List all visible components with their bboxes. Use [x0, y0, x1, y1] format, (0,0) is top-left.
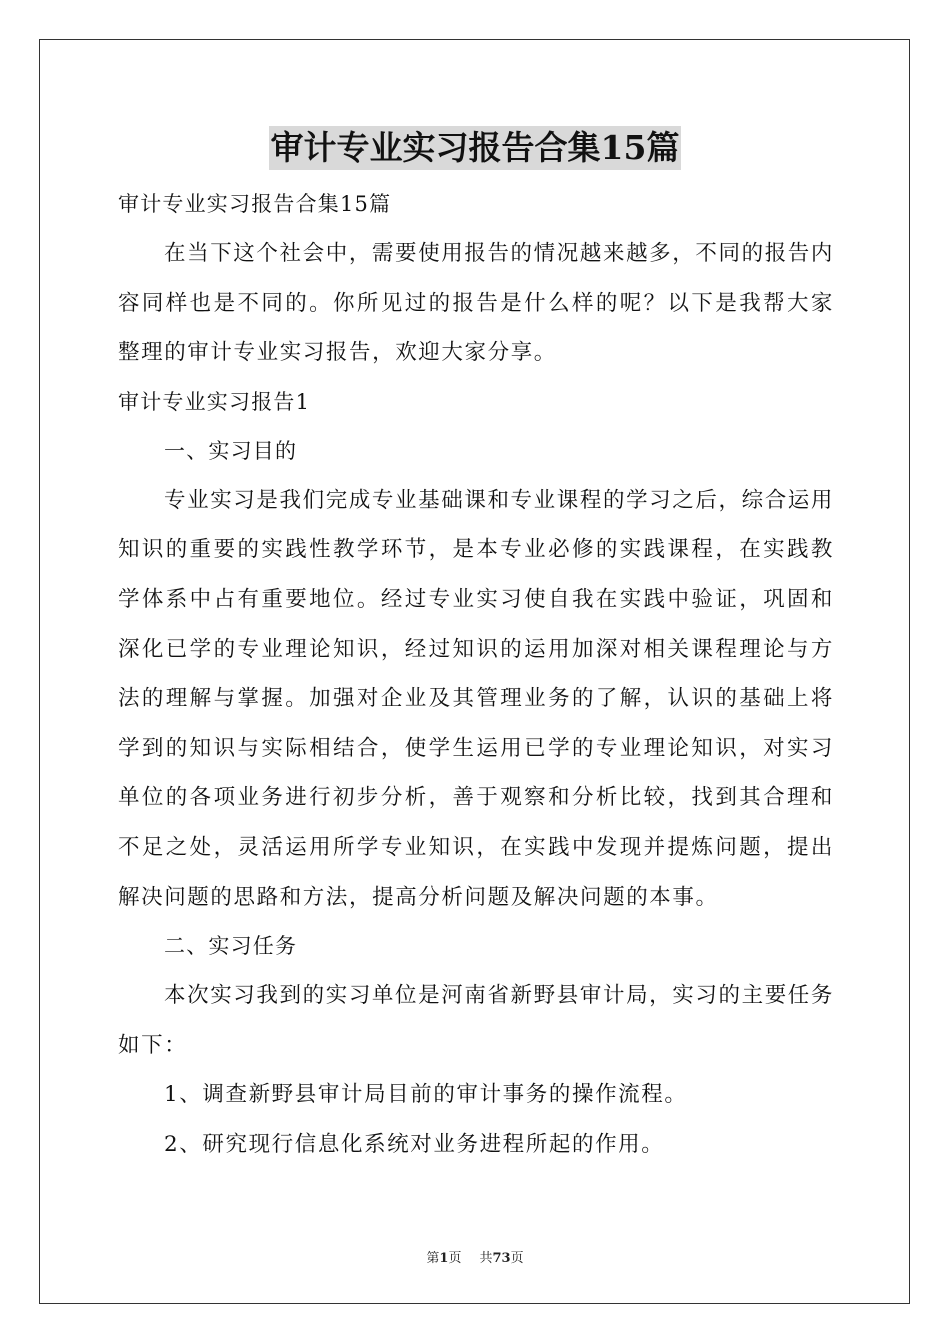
document-title: 审计专业实习报告合集15篇	[269, 126, 682, 170]
task-item-2: 2、研究现行信息化系统对业务进程所起的作用。	[164, 1131, 665, 1157]
page-footer	[0, 1247, 950, 1266]
intro-paragraph: 在当下这个社会中，需要使用报告的情况越来越多，不同的报告内容同样也是不同的。你所见过的报告是什么样的呢？以下是我帮大家整理的审计专业实习报告，欢迎大家分享。	[118, 241, 834, 366]
section-body-tasks: 本次实习我到的实习单位是河南省新野县审计局，实习的主要任务如下：	[118, 983, 834, 1058]
section-body-purpose: 专业实习是我们完成专业基础课和专业课程的学习之后，综合运用知识的重要的实践性教学环节，是本专业必修的实践课程，在实践教学体系中占有重要地位。经过专业实习使自我在实践中验证，巩固和深化已学的专业理论知识，经过知识的运用加深对相关课程理论与方法的理解与掌握。加强对企业及其管理业务的了解，认识的基础上将学到的知识与实际相结合，使学生运用已学的专业理论知识，对实习单位的各项业务进行初步分析，善于观察和分析比较，找到其合理和不足之处，灵活运用所学专业知识，在实践中发现并提炼问题，提出解决问题的思路和方法，提高分析问题及解决问题的本事。	[118, 487, 834, 910]
section-heading-purpose: 一、实习目的	[164, 438, 298, 463]
total-suffix: 页	[510, 1251, 524, 1266]
task-item-1: 1、调查新野县审计局目前的审计事务的操作流程。	[164, 1082, 688, 1108]
page-prefix: 第	[426, 1251, 440, 1266]
total-prefix: 共	[479, 1251, 493, 1266]
title-container	[0, 126, 950, 170]
page-current: 1	[439, 1251, 449, 1266]
document-subtitle: 审计专业实习报告合集15篇	[118, 192, 392, 216]
page-total: 73	[492, 1251, 511, 1266]
document-body	[118, 180, 834, 1170]
report-heading: 审计专业实习报告1	[118, 389, 311, 414]
page-suffix: 页	[448, 1251, 462, 1266]
section-heading-tasks: 二、实习任务	[164, 934, 298, 959]
